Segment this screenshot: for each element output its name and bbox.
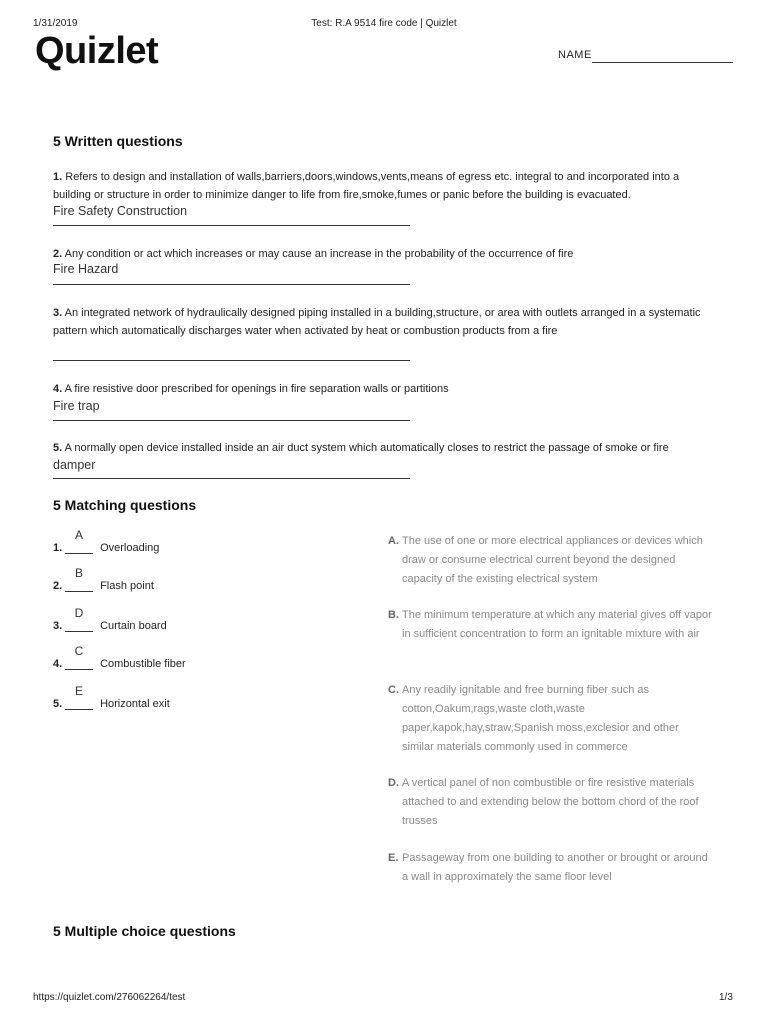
matching-item-1 xyxy=(53,528,160,561)
option-letter: B. xyxy=(388,609,399,621)
matching-term: Flash point xyxy=(100,580,154,592)
matching-option-c xyxy=(388,681,718,757)
matching-option-d xyxy=(388,774,718,831)
matching-blank xyxy=(65,606,93,632)
matching-option-e xyxy=(388,849,718,887)
matching-blank xyxy=(65,528,93,554)
answer-line-5 xyxy=(53,478,410,479)
answer-line-1 xyxy=(53,225,410,226)
question-number: 2. xyxy=(53,248,63,260)
option-text: A vertical panel of non combustible or fire resistive materials attached to and extending below the bottom chord of the roof trusses xyxy=(402,777,699,827)
option-letter: E. xyxy=(388,852,399,864)
matching-answer-letter: E xyxy=(74,684,83,698)
quizlet-logo: Quizlet xyxy=(35,30,159,72)
matching-blank xyxy=(65,644,93,670)
written-question-2 xyxy=(53,245,718,263)
matching-answer-letter: A xyxy=(74,528,83,542)
answer-5: damper xyxy=(53,458,96,472)
written-questions-title: 5 Written questions xyxy=(53,133,183,149)
matching-option-a xyxy=(388,532,718,589)
matching-number: 5. xyxy=(53,698,63,710)
matching-term: Combustible fiber xyxy=(100,658,186,670)
print-title: Test: R.A 9514 fire code | Quizlet xyxy=(311,18,457,29)
matching-term: Curtain board xyxy=(100,620,167,632)
matching-blank xyxy=(65,566,93,592)
question-text: An integrated network of hydraulically designed piping installed in a building,structure, or area with outlets arranged in a systematic pattern which automatically discharges water when activated by heat or combustion products from a fire xyxy=(53,307,701,337)
question-number: 3. xyxy=(53,307,63,319)
matching-answer-letter: D xyxy=(74,606,84,620)
option-text: The use of one or more electrical appliances or devices which draw or consume electrical current beyond the designed capacity of the existing electrical system xyxy=(402,535,703,585)
matching-answer-letter: C xyxy=(74,644,84,658)
answer-line-3 xyxy=(53,360,410,361)
matching-term: Overloading xyxy=(100,542,160,554)
name-label: NAME xyxy=(558,49,592,61)
footer-page-number: 1/3 xyxy=(719,992,733,1003)
matching-number: 1. xyxy=(53,542,63,554)
answer-2: Fire Hazard xyxy=(53,262,119,276)
question-number: 5. xyxy=(53,442,63,454)
multiple-choice-title: 5 Multiple choice questions xyxy=(53,923,236,939)
question-number: 4. xyxy=(53,383,63,395)
option-letter: C. xyxy=(388,684,399,696)
question-text: Refers to design and installation of walls,barriers,doors,windows,vents,means of egress etc. integral to and incorporated into a building or structure in order to minimize danger to life from fire,smoke,fumes or panic before the building is evacuated. xyxy=(53,171,680,201)
matching-number: 4. xyxy=(53,658,63,670)
matching-blank xyxy=(65,684,93,710)
written-question-3 xyxy=(53,304,718,340)
question-text: A normally open device installed inside an air duct system which automatically closes to restrict the passage of smoke or fire xyxy=(64,442,669,454)
question-text: A fire resistive door prescribed for openings in fire separation walls or partitions xyxy=(64,383,449,395)
written-question-4 xyxy=(53,380,718,398)
footer-url: https://quizlet.com/276062264/test xyxy=(33,992,186,1003)
option-text: Passageway from one building to another or brought or around a wall in approximately the same floor level xyxy=(402,852,708,883)
option-letter: A. xyxy=(388,535,399,547)
question-text: Any condition or act which increases or may cause an increase in the probability of the occurrence of fire xyxy=(64,248,574,260)
answer-line-2 xyxy=(53,284,410,285)
option-text: Any readily ignitable and free burning fiber such as cotton,Oakum,rags,waste cloth,waste paper,kapok,hay,straw,Spanish moss,exclesior and other similar materials commonly used in commerce xyxy=(402,684,679,753)
matching-term: Horizontal exit xyxy=(100,698,170,710)
matching-item-3 xyxy=(53,606,167,639)
question-number: 1. xyxy=(53,171,63,183)
written-question-1 xyxy=(53,168,718,204)
option-text: The minimum temperature at which any material gives off vapor in sufficient concentration to form an ignitable mixture with air xyxy=(402,609,712,640)
matching-questions-title: 5 Matching questions xyxy=(53,497,197,513)
matching-option-b xyxy=(388,606,718,644)
matching-item-2 xyxy=(53,566,154,599)
name-field-line xyxy=(592,62,733,63)
matching-number: 2. xyxy=(53,580,63,592)
matching-answer-letter: B xyxy=(74,566,83,580)
answer-line-4 xyxy=(53,420,410,421)
answer-4: Fire trap xyxy=(53,399,100,413)
matching-item-5 xyxy=(53,684,170,717)
option-letter: D. xyxy=(388,777,399,789)
answer-1: Fire Safety Construction xyxy=(53,204,188,218)
written-question-5 xyxy=(53,439,718,457)
matching-item-4 xyxy=(53,644,186,677)
matching-number: 3. xyxy=(53,620,63,632)
print-date: 1/31/2019 xyxy=(33,18,78,29)
